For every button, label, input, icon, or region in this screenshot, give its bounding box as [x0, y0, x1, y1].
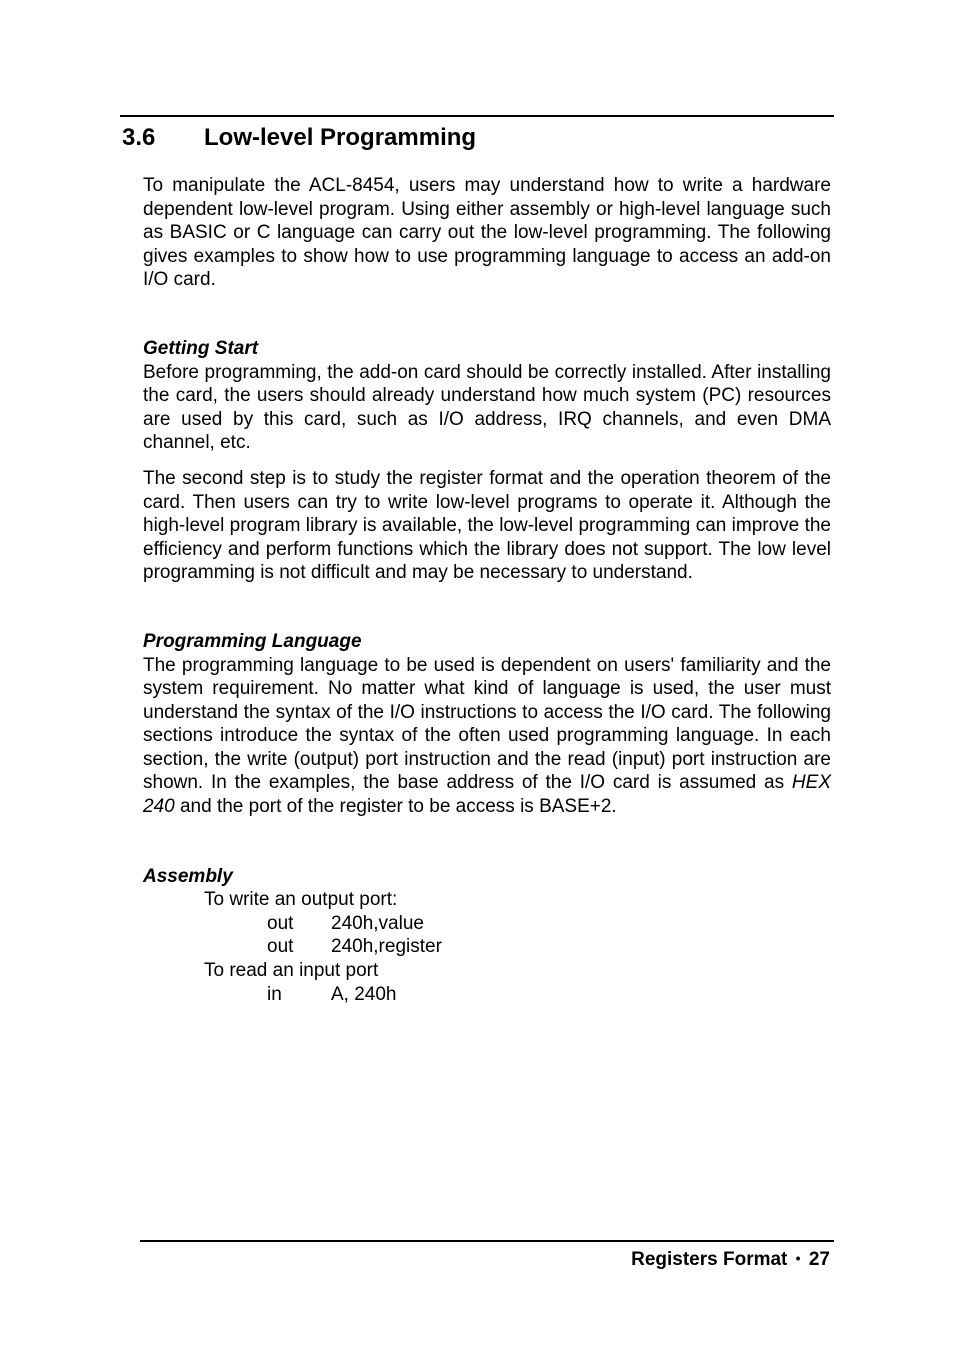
section-title: Low-level Programming [204, 124, 477, 151]
intro-paragraph: To manipulate the ACL-8454, users may understand how to write a hardware dependent low-level program. Using either assembly or high-level language such as BASIC or C language can carry out the low-level programming. The following gives examples to show how to use programming language to access an add-on I/O card. [143, 175, 831, 291]
read-port-label: To read an input port [204, 960, 379, 982]
page-content [143, 174, 831, 1006]
code-op: out [267, 912, 294, 934]
assembly-example [143, 888, 831, 1006]
page-footer [631, 1246, 830, 1272]
code-arg: 240h,value [331, 912, 424, 934]
section-heading [122, 122, 476, 154]
spacer [143, 455, 831, 467]
getting-start-heading: Getting Start [143, 337, 259, 359]
code-line [267, 912, 831, 936]
programming-language-text-end: and the port of the register to be access is BASE+2. [174, 796, 617, 818]
bottom-rule [140, 1240, 834, 1242]
write-port-label: To write an output port: [204, 889, 398, 911]
page-number: 27 [808, 1249, 830, 1270]
code-line [267, 983, 831, 1007]
code-op: in [267, 983, 282, 1005]
footer-bullet: • [795, 1250, 801, 1266]
section-number: 3.6 [122, 124, 156, 151]
code-arg: 240h,register [331, 936, 442, 958]
assembly-heading: Assembly [143, 865, 233, 887]
getting-start-paragraph-2: The second step is to study the register format and the operation theorem of the card. Then users can try to write low-level programs to operate it. Although the high-level program library is available, the low-level programming can improve the efficiency and perform functions which the library does not support. The low level programming is not difficult and may be necessary to understand. [143, 467, 831, 584]
top-rule [120, 115, 834, 117]
programming-language-paragraph [143, 654, 831, 819]
code-line [267, 935, 831, 959]
code-op: out [267, 936, 294, 958]
spacer [143, 585, 831, 630]
hex-address-emphasis: HEX 240 [143, 772, 831, 818]
programming-language-heading: Programming Language [143, 630, 362, 652]
getting-start-paragraph-1: Before programming, the add-on card should be correctly installed. After installing the card, the users should already understand how much system (PC) resources are used by this card, such as I/O address, IRQ channels, and even DMA channel, etc. [143, 361, 831, 454]
spacer [143, 819, 831, 865]
footer-chapter: Registers Format [631, 1249, 788, 1270]
programming-language-text: The programming language to be used is dependent on users' familiarity and the system requirement. No matter what kind of language is used, the user must understand the syntax of the I/O instructions to access the I/O card. The following sections introduce the syntax of the often used programming language. In each section, the write (output) port instruction and the read (input) port instruction are shown. In the examples, the base address of the I/O card is assumed as [143, 654, 831, 794]
spacer [143, 292, 831, 337]
code-arg: A, 240h [331, 983, 397, 1005]
